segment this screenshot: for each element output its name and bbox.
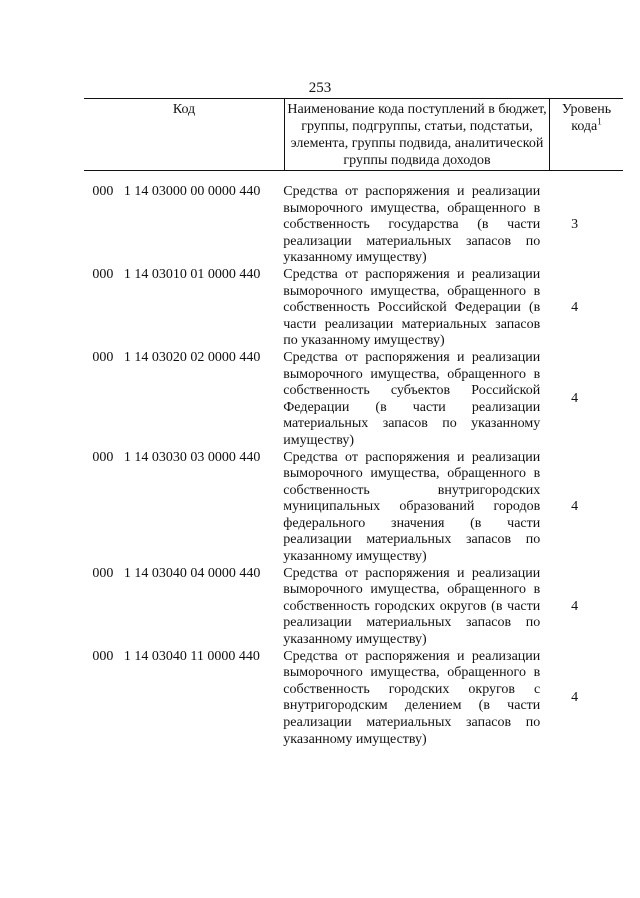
table-row	[84, 450, 609, 566]
row-name: Средства от распоряжения и реализации выморочного имущества, обращенного в собственность городских округов (в части реализации материальных запасов по указанному имуществу)	[283, 565, 541, 648]
table-header	[84, 98, 623, 171]
row-level: 4	[571, 598, 579, 614]
row-prefix: 000	[92, 648, 114, 664]
table-row	[84, 566, 609, 649]
row-code: 1 14 03000 00 0000 440	[123, 184, 261, 199]
table-row	[84, 350, 609, 450]
row-name: Средства от распоряжения и реализации выморочного имущества, обращенного в собственность Российской Федерации (в части реализации материальных запасов по указанному имуществу)	[283, 266, 541, 349]
row-level: 3	[571, 217, 579, 233]
row-code: 1 14 03040 04 0000 440	[123, 565, 261, 581]
row-level: 4	[571, 391, 579, 407]
table-row	[84, 267, 609, 350]
row-prefix: 000	[92, 565, 114, 581]
row-code: 1 14 03040 11 0000 440	[123, 648, 260, 664]
row-prefix: 000	[92, 266, 114, 282]
row-prefix: 000	[92, 349, 114, 365]
row-code: 1 14 03010 01 0000 440	[123, 266, 261, 282]
header-level-footnote-mark: 1	[597, 116, 602, 127]
row-level: 4	[571, 300, 579, 316]
header-name: Наименование кода поступлений в бюджет, группы, подгруппы, статьи, подстатьи, элемента, группы подвида, аналитической группы подвида доходов	[285, 99, 550, 171]
row-name: Средства от распоряжения и реализации выморочного имущества, обращенного в собственность внутригородских муниципальных образований городов федерального значения (в части реализации материальных запасов по указанному имуществу)	[283, 449, 541, 565]
table-row	[84, 649, 609, 749]
row-name: Средства от распоряжения и реализации выморочного имущества, обращенного в собственность субъектов Российской Федерации (в части реализации материальных запасов по указанному имуществу)	[283, 349, 541, 448]
table-body	[84, 184, 609, 748]
row-level: 4	[571, 499, 579, 515]
row-code: 1 14 03030 03 0000 440	[123, 449, 261, 465]
row-prefix: 000	[92, 449, 114, 465]
row-prefix: 000	[92, 184, 114, 199]
table-row	[84, 184, 609, 267]
header-level	[550, 99, 624, 171]
header-level-label: Уровень кода	[561, 102, 612, 134]
page-number: 253	[308, 80, 332, 96]
row-name: Средства от распоряжения и реализации выморочного имущества, обращенного в собственность государства (в части реализации материальных запасов по указанному имуществу)	[283, 184, 541, 266]
row-code: 1 14 03020 02 0000 440	[123, 349, 261, 365]
row-name: Средства от распоряжения и реализации выморочного имущества, обращенного в собственность городских округов с внутригородским делением (в части реализации материальных запасов по указанному имуществу)	[283, 648, 541, 747]
header-code: Код	[84, 99, 285, 171]
row-level: 4	[571, 690, 579, 706]
